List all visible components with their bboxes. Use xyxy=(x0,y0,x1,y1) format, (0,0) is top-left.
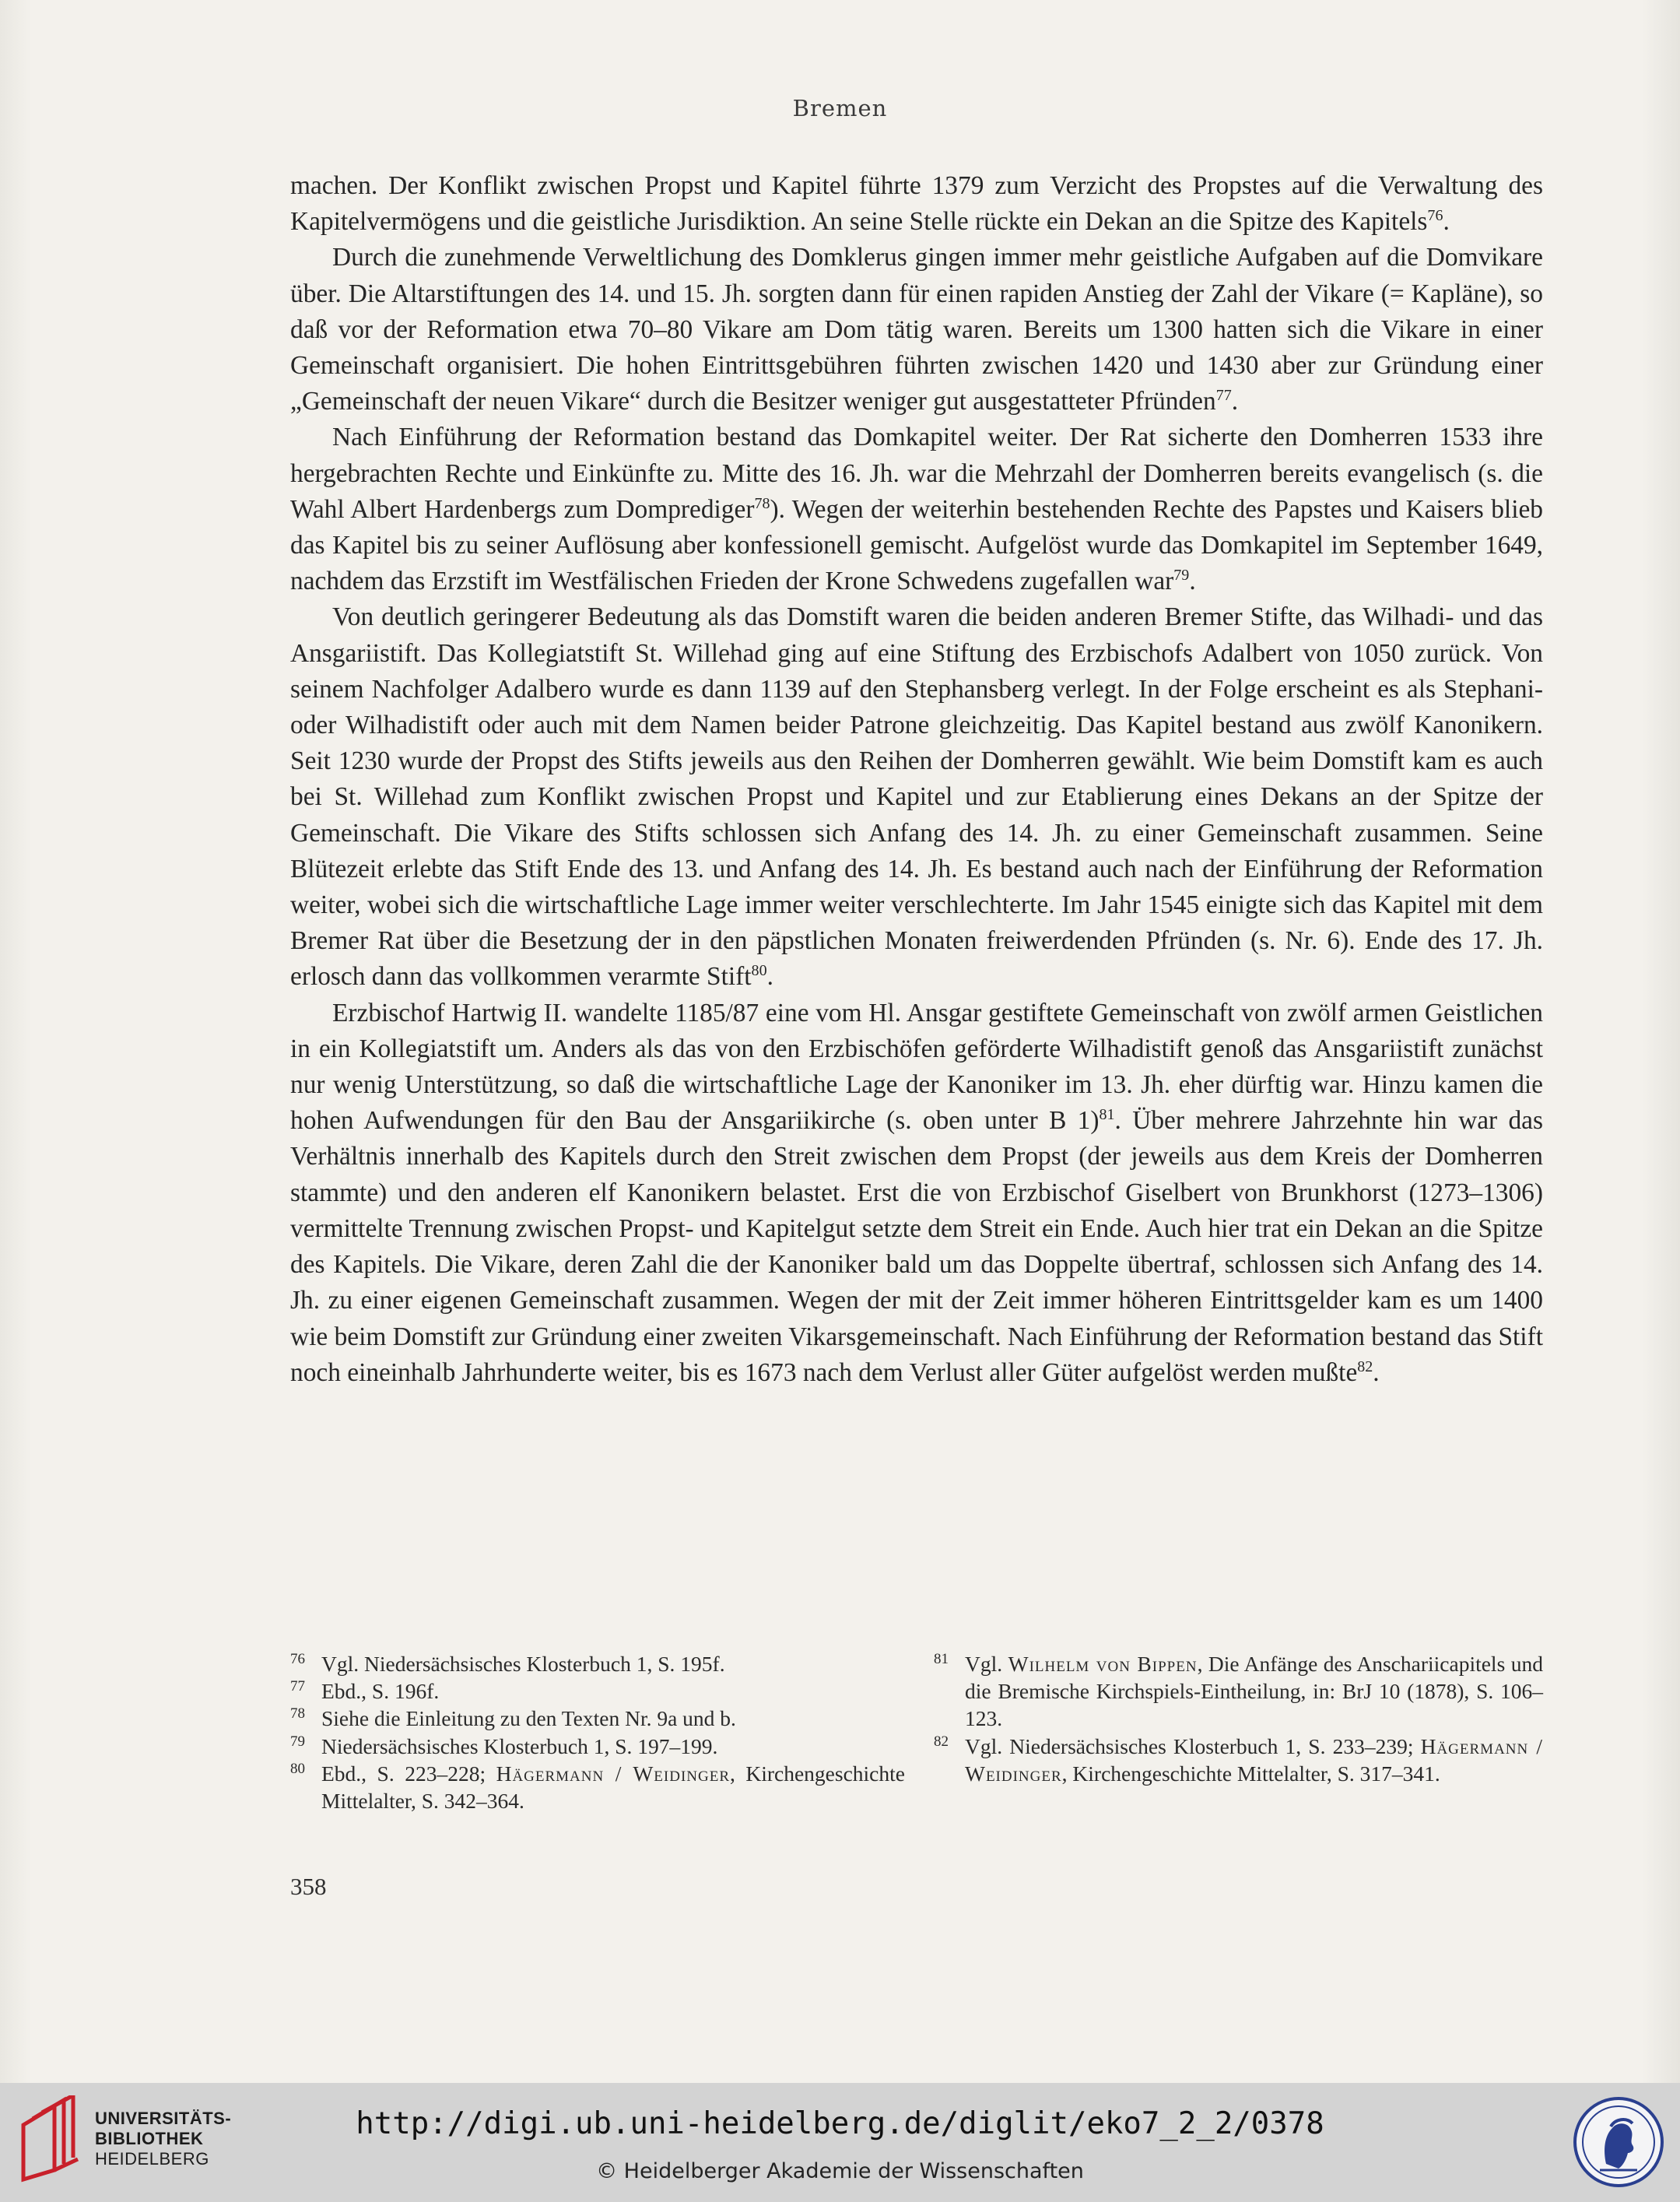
library-name-line: HEIDELBERG xyxy=(95,2149,209,2169)
paragraph-text: Nach Einführung der Reformation bestand das Domkapitel weiter. Der Rat sicherte den Domherren 1533 ihre hergebrachten Rechte und Einkünfte zu. Mitte des 16. Jh. war die Mehrzahl der Domherren bereits evangelisch (s. die Wahl Albert Hardenbergs zum Domprediger xyxy=(290,423,1543,524)
footnote-82 xyxy=(934,1733,1543,1787)
footnote-77 xyxy=(290,1677,905,1705)
library-name-line: BIBLIOTHEK xyxy=(95,2129,204,2148)
footnote-author: Hägermann / Weidinger xyxy=(965,1733,1544,1786)
paragraph-tail: . xyxy=(1189,567,1196,596)
copyright-notice: © Heidelberger Akademie der Wissenschaften xyxy=(596,2159,1084,2183)
paragraph-text: Durch die zunehmende Verweltlichung des Domklerus gingen immer mehr geistliche Aufgaben auf die Domvikare über. Die Altarstiftungen des 14. und 15. Jh. sorgten dann für einen rapiden Anstieg der Zahl der Vikare (= Kapläne), so daß vor der Reformation etwa 70–80 Vikare am Dom tätig waren. Bereits um 1300 hatten sich die Vikare in einer Gemeinschaft organisiert. Die hohen Eintrittsgebühren führten zwischen 1420 und 1430 aber zur Gründung einer „Gemeinschaft der neuen Vikare“ durch die Besitzer weniger gut ausgestatteter Pfründen xyxy=(290,243,1543,416)
footnote-text: , Kirchengeschichte Mittelalter, S. 317–341. xyxy=(1061,1761,1440,1786)
footnote-text: Siehe die Einleitung zu den Texten Nr. 9a und b. xyxy=(321,1706,736,1731)
footnote-81 xyxy=(934,1650,1543,1733)
footnote-number: 82 xyxy=(934,1733,949,1750)
paragraph-5 xyxy=(290,996,1543,1391)
paragraph-text: Von deutlich geringerer Bedeutung als das Domstift waren die beiden anderen Bremer Stifte, das Wilhadi- und das Ansgariistift. Das Kollegiatstift St. Willehad ging auf eine Stiftung des Erzbischofs Adalbert von 1050 zurück. Von seinem Nachfolger Adalbero wurde es dann 1139 auf den Stephansberg verlegt. In der Folge erscheint es als Stephani- oder Wilhadistift oder auch mit dem Namen beider Patrone gleichzeitig. Das Kapitel bestand aus zwölf Kanonikern. Seit 1230 wurde der Propst des Stifts jeweils aus den Reihen der Domherren gewählt. Wie beim Domstift kam es auch bei St. Willehad zum Konflikt zwischen Propst und Kapitel und zur Etablierung eines Dekans an der Spitze der Gemeinschaft. Die Vikare des Stifts schlossen sich Anfang des 14. Jh. zu einer Gemeinschaft zusammen. Seine Blütezeit erlebte das Stift Ende des 13. und Anfang des 14. Jh. Es bestand auch nach der Einführung der Reformation weiter, wobei sich die wirtschaftliche Lage immer weiter verschlechterte. Im Jahr 1545 einigte sich das Kapitel mit dem Bremer Rat über die Besetzung der in den päpstlichen Monaten freiwerdenden Pfründen (s. Nr. 6). Ende des 17. Jh. erlosch dann das vollkommen verarmte Stift xyxy=(290,602,1543,992)
paragraph-text: machen. Der Konflikt zwischen Propst und Kapitel führte 1379 zum Verzicht des Propstes auf die Verwaltung des Kapitelvermögens und die geistliche Jurisdiktion. An seine Stelle rückte ein Dekan an die Spitze des Kapitels xyxy=(290,171,1543,237)
paragraph-4 xyxy=(290,599,1543,995)
footnote-ref-81[interactable]: 81 xyxy=(1099,1106,1115,1124)
footnote-number: 76 xyxy=(290,1651,305,1667)
footnote-ref-79[interactable]: 79 xyxy=(1173,567,1190,585)
footnote-text: Ebd., S. 223–228; xyxy=(321,1761,496,1786)
footnote-text: Vgl. xyxy=(965,1652,1008,1676)
footnote-80 xyxy=(290,1760,905,1814)
paragraph-3 xyxy=(290,420,1543,599)
academy-seal-icon[interactable] xyxy=(1572,2095,1665,2189)
footnote-79 xyxy=(290,1733,905,1760)
paragraph-tail: . xyxy=(1231,387,1239,416)
footnote-text: Niedersächsisches Klosterbuch 1, S. 197–199. xyxy=(321,1733,718,1758)
digital-copy-url[interactable]: http://digi.ub.uni-heidelberg.de/diglit/eko7_2_2/0378 xyxy=(356,2106,1324,2141)
running-title: Bremen xyxy=(792,95,888,121)
paragraph-text: ). Wegen der weiterhin bestehenden Rechte des Papstes und Kaisers blieb das Kapitel bis zu seiner Auflösung aber konfessionell gemischt. Aufgelöst wurde das Domkapitel im September 1649, nachdem das Erzstift im Westfälischen Frieden der Krone Schwedens zugefallen war xyxy=(290,494,1543,596)
footnote-number: 78 xyxy=(290,1705,305,1723)
paragraph-2 xyxy=(290,240,1543,420)
footnote-ref-80[interactable]: 80 xyxy=(751,962,767,980)
footnote-ref-78[interactable]: 78 xyxy=(754,494,770,512)
paragraph-tail: . xyxy=(766,962,773,992)
footnote-author: Hägermann / Weidinger xyxy=(496,1761,730,1786)
footnote-number: 80 xyxy=(290,1760,305,1777)
paragraph-text: Erzbischof Hartwig II. wandelte 1185/87 eine vom Hl. Ansgar gestiftete Gemeinschaft von zwölf armen Geistlichen in ein Kollegiatstift um. Anders als das von den Erzbischöfen geförderte Wilhadistift genoß das Ansgariistift zunächst nur wenig Unterstützung, so daß die wirtschaftliche Lage der Kanoniker im 13. Jh. eher dürftig war. Hinzu kamen die hohen Aufwendungen für den Bau der Ansgariikirche (s. oben unter B 1) xyxy=(290,998,1543,1136)
footnotes-left-column xyxy=(290,1650,905,1814)
footnote-ref-82[interactable]: 82 xyxy=(1357,1357,1373,1375)
footnote-text: , Die Anfänge des Anschariicapitels und die Bremische Kirchspiels-Eintheilung, in: BrJ 10 (1878), S. 106–123. xyxy=(965,1652,1543,1731)
footnote-text: Vgl. Niedersächsisches Klosterbuch 1, S. 195f. xyxy=(321,1652,725,1676)
footnote-author: Wilhelm von Bippen xyxy=(1008,1652,1198,1676)
footnote-ref-77[interactable]: 77 xyxy=(1215,387,1232,405)
footer-bar xyxy=(0,2083,1680,2202)
paragraph-tail: . xyxy=(1373,1357,1380,1387)
paragraph-tail: . xyxy=(1443,207,1450,237)
page-number: 358 xyxy=(290,1873,327,1900)
footnotes-right-column xyxy=(934,1650,1543,1787)
library-name-line: UNIVERSITÄTS- xyxy=(95,2109,232,2128)
paragraph-1 xyxy=(290,168,1543,240)
footnote-number: 77 xyxy=(290,1678,305,1695)
footnote-ref-76[interactable]: 76 xyxy=(1427,207,1443,225)
main-text xyxy=(290,168,1543,1391)
footnote-number: 81 xyxy=(934,1651,949,1667)
paragraph-text: . Über mehrere Jahrzehnte hin war das Verhältnis innerhalb des Kapitels durch den Streit zwischen dem Propst (der jeweils aus dem Kreis der Domherren stammte) und den anderen elf Kanonikern belastet. Erst die von Erzbischof Giselbert von Brunkhorst (1273–1306) vermittelte Trennung zwischen Propst- und Kapitelgut setzte dem Streit ein Ende. Auch hier trat ein Dekan an die Spitze des Kapitels. Die Vikare, deren Zahl die der Kanoniker bald um das Doppelte übertraf, schlossen sich Anfang des 14. Jh. zu einer eigenen Gemeinschaft zusammen. Wegen der mit der Zeit immer höheren Eintrittsgelder kam es um 1400 wie beim Domstift zur Gründung einer zweiten Vikarsgemeinschaft. Nach Einführung der Reformation bestand das Stift noch eineinhalb Jahrhunderte weiter, bis es 1673 nach dem Verlust aller Güter aufgelöst werden mußte xyxy=(290,1106,1543,1387)
footnote-78 xyxy=(290,1705,905,1732)
footnote-text: , Kirchengeschichte Mittelalter, S. 342–364. xyxy=(321,1761,905,1814)
footnote-text: Vgl. Niedersächsisches Klosterbuch 1, S. 233–239; xyxy=(965,1733,1421,1758)
footnote-text: Ebd., S. 196f. xyxy=(321,1679,440,1704)
footnote-76 xyxy=(290,1650,905,1677)
footnote-number: 79 xyxy=(290,1733,305,1750)
